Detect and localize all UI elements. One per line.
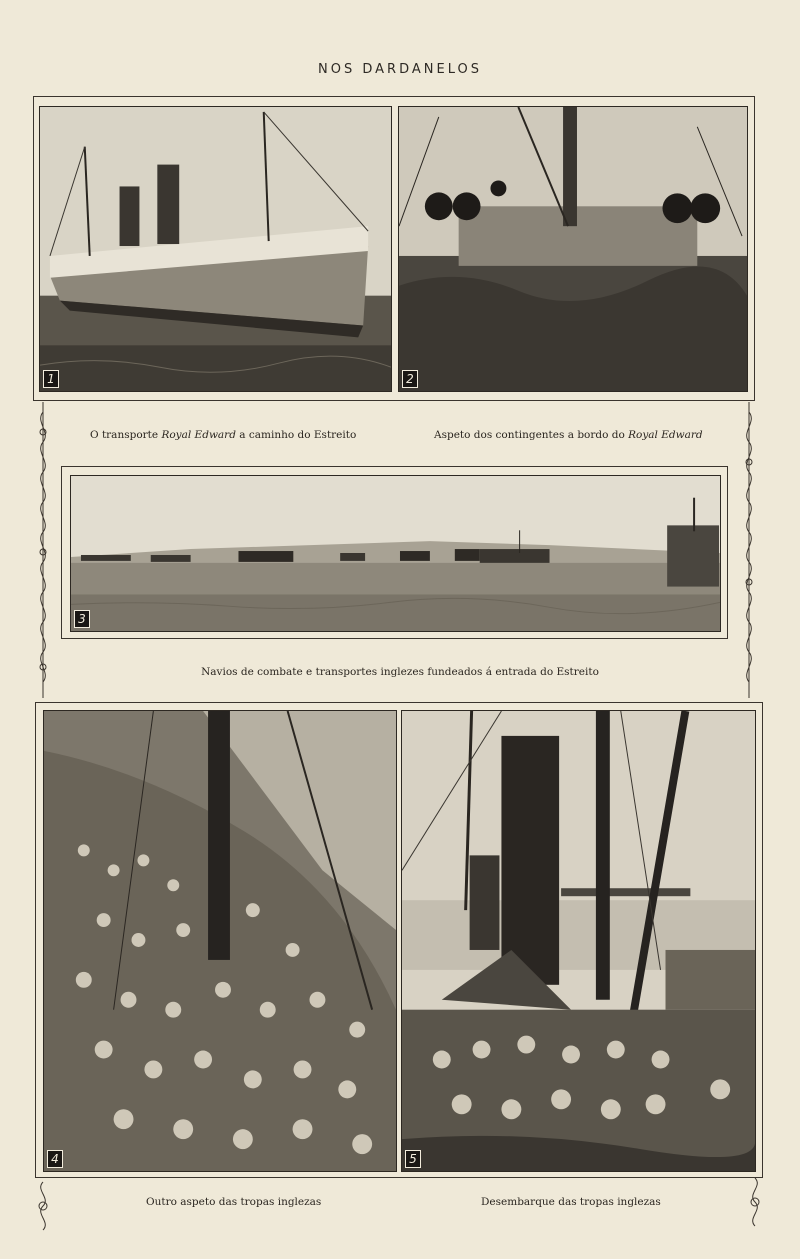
flourish-icon [33, 1180, 53, 1232]
caption-photo-1: O transporte Royal Edward a caminho do Estreito [90, 429, 357, 441]
photo-troops-on-deck [398, 106, 748, 392]
page-title: NOS DARDANELOS [318, 62, 482, 77]
photo-number-badge: 3 [74, 610, 90, 628]
ship-at-sea-image [40, 107, 391, 391]
photo-number-badge: 4 [47, 1150, 63, 1168]
corner-ornament-bottom-left [33, 1180, 53, 1232]
photo-number-badge: 1 [43, 370, 59, 388]
photo-number-badge: 2 [402, 370, 418, 388]
photo-fleet-anchored [70, 475, 721, 632]
caption-photo-4: Outro aspeto das tropas inglezas [146, 1196, 322, 1208]
caption-photo-5: Desembarque das tropas inglezas [481, 1196, 661, 1208]
landing-troops-image [402, 711, 755, 1171]
photo-english-troops [43, 710, 397, 1172]
scroll-ornament-right [739, 402, 759, 698]
corner-ornament-bottom-right [745, 1176, 765, 1228]
fleet-at-anchor-image [71, 476, 720, 631]
caption-photo-3: Navios de combate e transportes inglezes fundeados á entrada do Estreito [201, 666, 599, 678]
photo-troops-landing [401, 710, 756, 1172]
troops-on-deck-image [399, 107, 747, 391]
flourish-icon [33, 402, 53, 698]
flourish-icon [739, 402, 759, 698]
photo-royal-edward-ship [39, 106, 392, 392]
scroll-ornament-left [33, 402, 53, 698]
caption-photo-2: Aspeto dos contingentes a bordo do Royal Edward [434, 429, 703, 441]
flourish-icon [745, 1176, 765, 1228]
photo-number-badge: 5 [405, 1150, 421, 1168]
crowded-troops-image [44, 711, 396, 1171]
